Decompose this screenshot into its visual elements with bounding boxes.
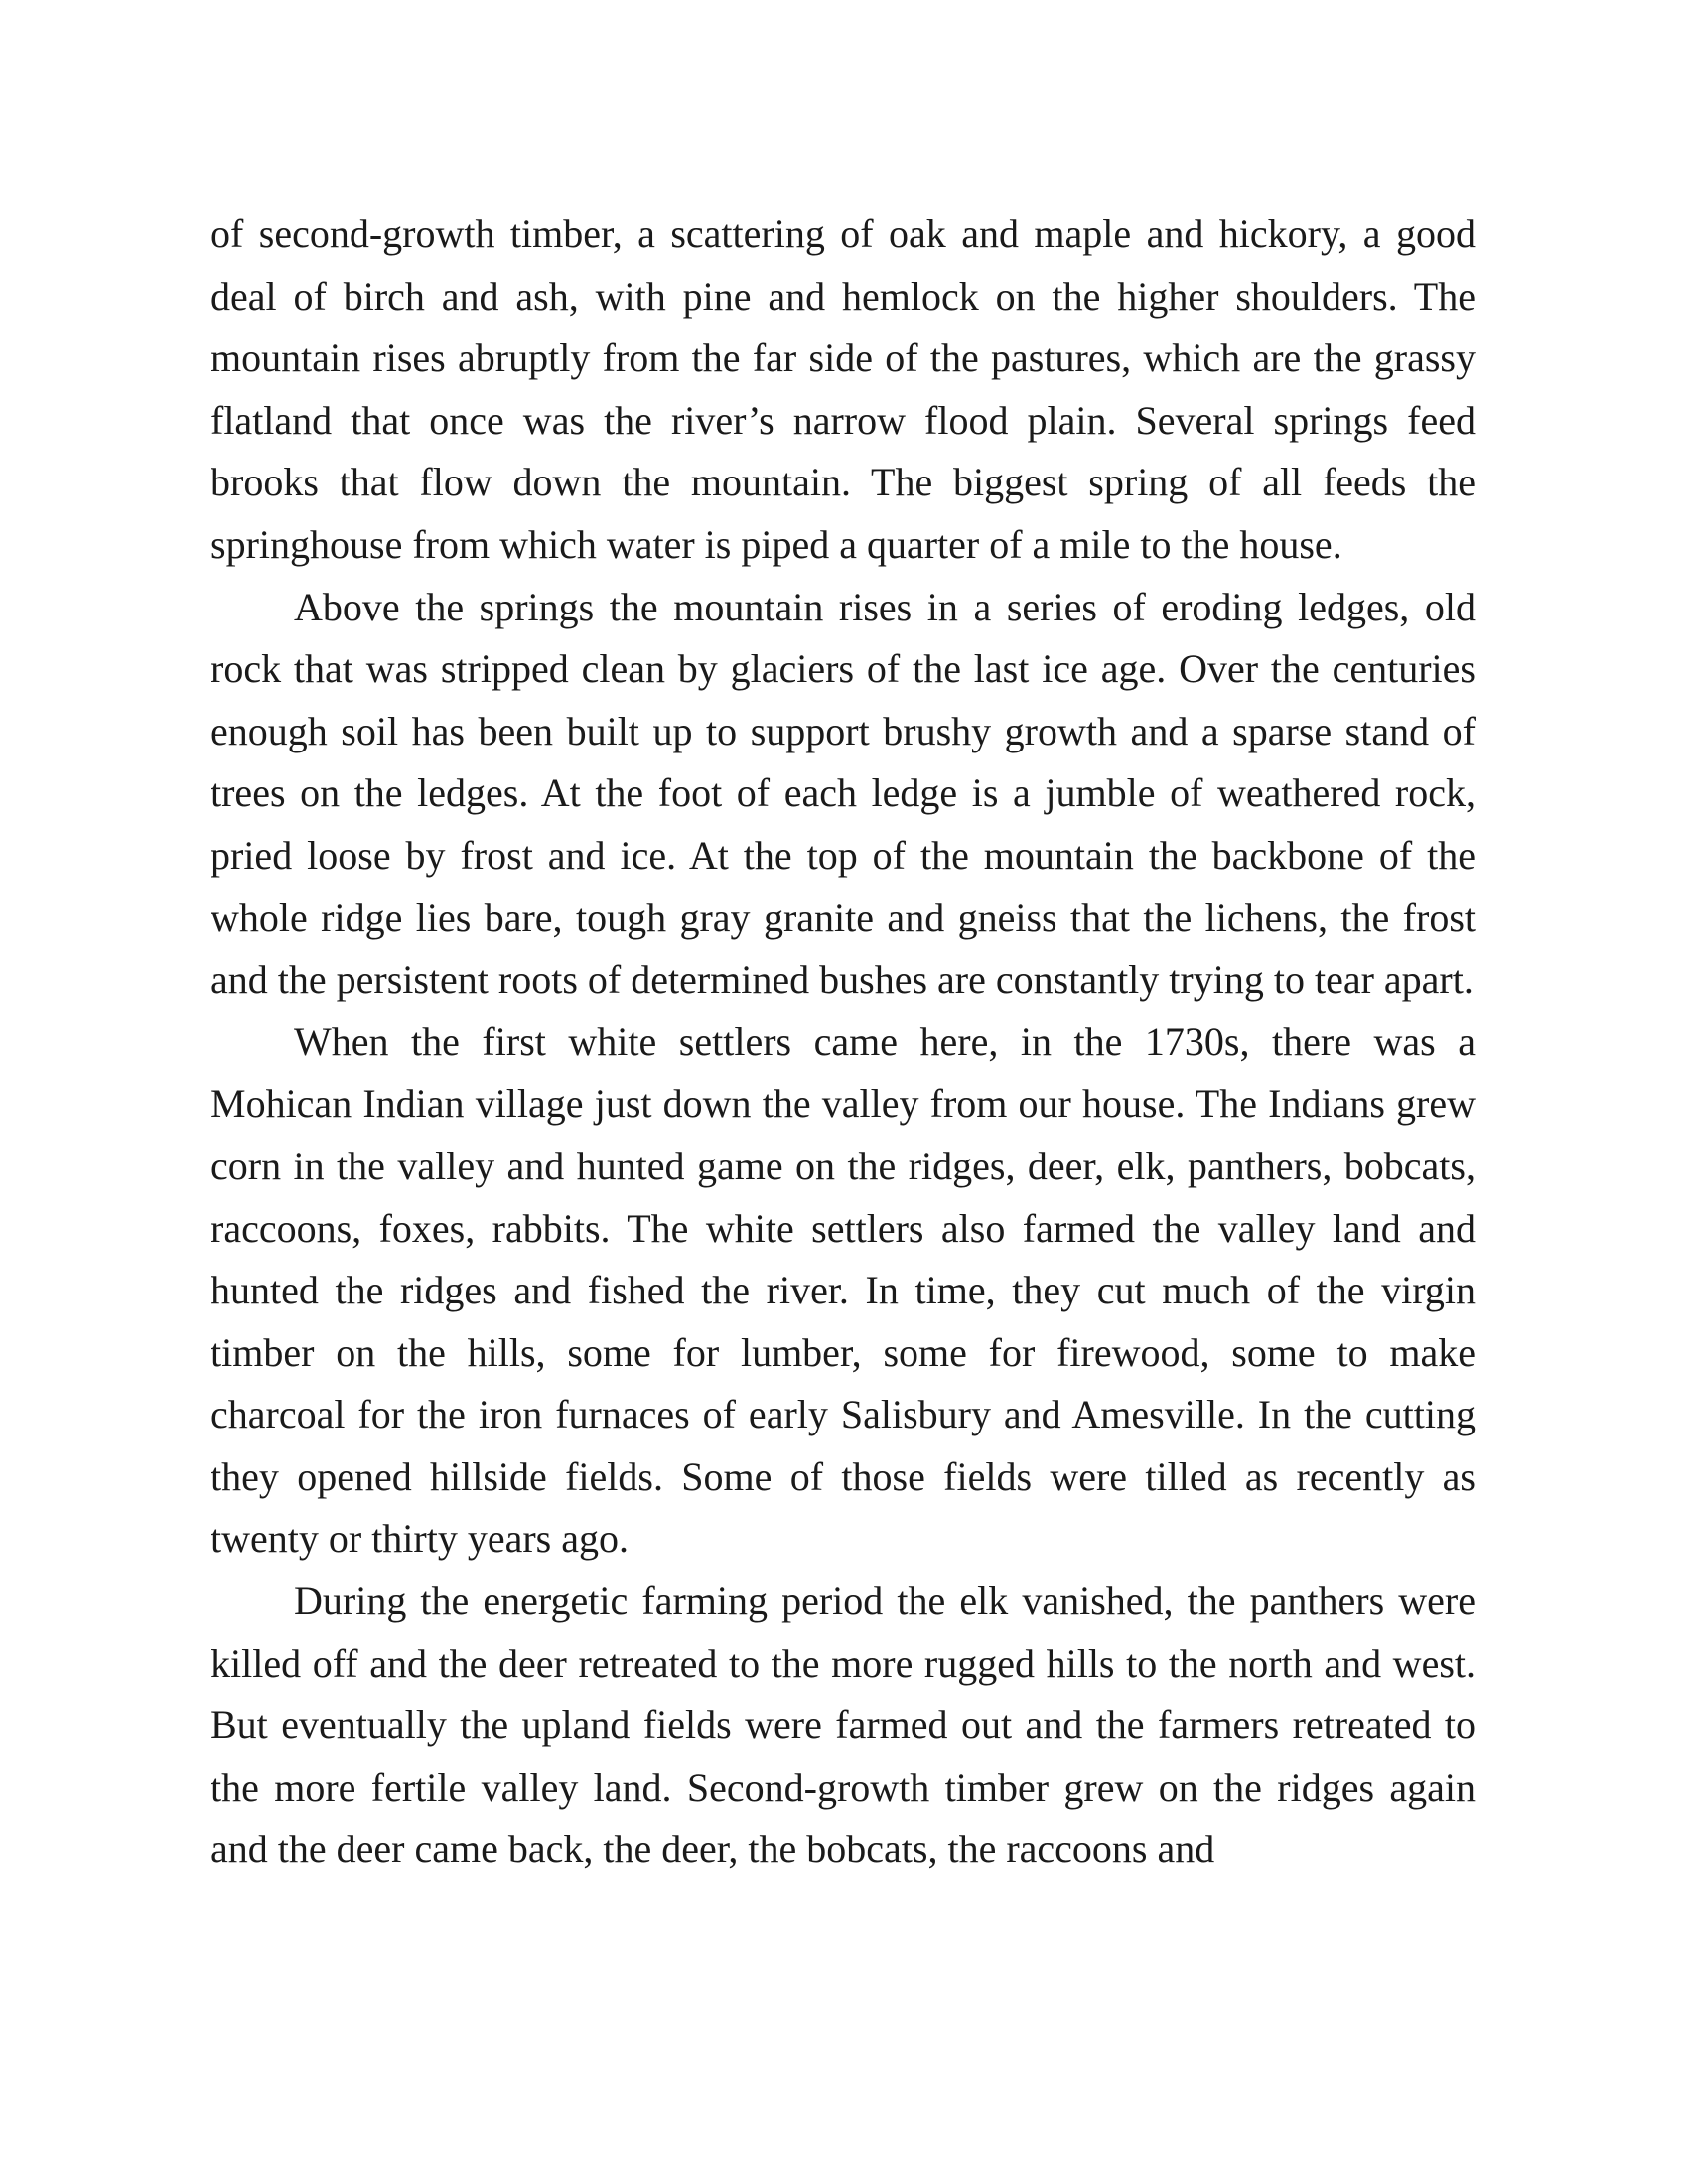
document-page: [211, 204, 1476, 1881]
paragraph-2: Above the springs the mountain rises in a series of eroding ledges, old rock that was stripped clean by glaciers of the last ice age. Over the centuries enough soil has been built up to support brushy growth and a sparse stand of trees on the ledges. At the foot of each ledge is a jumble of weathered rock, pried loose by frost and ice. At the top of the mountain the backbone of the whole ridge lies bare, tough gray granite and gneiss that the lichens, the frost and the persistent roots of determined bushes are constantly trying to tear apart.: [211, 584, 1476, 1003]
paragraph-3: When the first white settlers came here, in the 1730s, there was a Mohican Indian village just down the valley from our house. The Indians grew corn in the valley and hunted game on the ridges, deer, elk, panthers, bobcats, raccoons, foxes, rabbits. The white settlers also farmed the valley land and hunted the ridges and fished the river. In time, they cut much of the virgin timber on the hills, some for lumber, some for firewood, some to make charcoal for the iron furnaces of early Salisbury and Amesville. In the cutting they opened hillside fields. Some of those fields were tilled as recently as twenty or thirty years ago.: [211, 1019, 1476, 1562]
paragraph-4: During the energetic farming period the elk vanished, the panthers were killed off and the deer retreated to the more rugged hills to the north and west. But eventually the upland fields were farmed out and the farmers retreated to the more fertile valley land. Second-growth timber grew on the ridges again and the deer came back, the deer, the bobcats, the raccoons and: [211, 1578, 1476, 1872]
paragraph-1: of second-growth timber, a scattering of oak and maple and hickory, a good deal of birch and ash, with pine and hemlock on the higher shoulders. The mountain rises abruptly from the far side of the pastures, which are the grassy flatland that once was the river’s narrow flood plain. Several springs feed brooks that flow down the mountain. The biggest spring of all feeds the springhouse from which water is piped a quarter of a mile to the house.: [211, 211, 1476, 567]
